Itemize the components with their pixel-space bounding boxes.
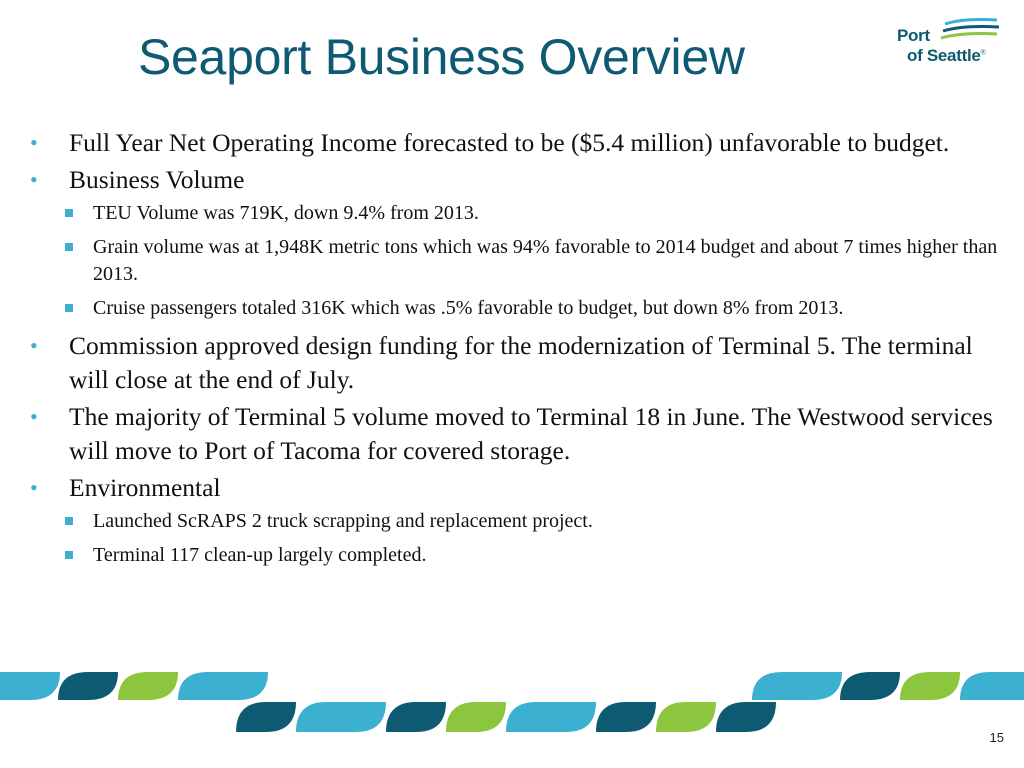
sub-bullet-text: Cruise passengers totaled 316K which was .5% favorable to budget, but down 8% from 2013. (93, 297, 844, 319)
page-number: 15 (989, 730, 1004, 745)
bullet-text: The majority of Terminal 5 volume moved to Terminal 18 in June. The Westwood services will move to Port of Tacoma for covered storage. (69, 402, 993, 465)
bullet-text: Business Volume (69, 165, 245, 194)
bullet-text: Commission approved design funding for the modernization of Terminal 5. The terminal will close at the end of July. (69, 331, 973, 394)
square-bullet-icon (65, 209, 73, 217)
wave-row-bottom (236, 702, 776, 732)
slide-title: Seaport Business Overview (138, 29, 745, 85)
logo-text-port: Port (897, 26, 930, 45)
square-bullet-icon (65, 517, 73, 525)
sub-bullet-item (26, 200, 1001, 227)
bullet-dot-icon: • (30, 404, 38, 429)
sub-bullet-text: TEU Volume was 719K, down 9.4% from 2013. (93, 202, 479, 224)
bullet-dot-icon: • (30, 475, 38, 500)
bullet-item (26, 163, 1001, 197)
square-bullet-icon (65, 304, 73, 312)
sub-bullet-text: Grain volume was at 1,948K metric tons which was 94% favorable to 2014 budget and about 7 times higher than 2013. (93, 236, 998, 285)
sub-bullet-text: Launched ScRAPS 2 truck scrapping and replacement project. (93, 510, 593, 532)
logo-line2: of Seattle (907, 46, 981, 65)
bullet-dot-icon: • (30, 130, 38, 155)
logo-reg-mark: ® (980, 49, 986, 57)
sub-bullet-item (26, 508, 1001, 535)
port-of-seattle-logo (893, 16, 1003, 68)
bullet-list (26, 126, 1001, 576)
logo-text-of-seattle (907, 46, 985, 66)
decorative-wave-band (0, 668, 1024, 734)
bullet-text: Environmental (69, 473, 221, 502)
bullet-item (26, 126, 1001, 160)
bullet-item (26, 329, 1001, 397)
sub-bullet-text: Terminal 117 clean-up largely completed. (93, 544, 427, 566)
bullet-item (26, 400, 1001, 468)
wave-row-top (0, 672, 1024, 700)
square-bullet-icon (65, 243, 73, 251)
sub-bullet-item (26, 234, 1001, 288)
bullet-item (26, 471, 1001, 505)
sub-bullet-item (26, 295, 1001, 322)
bullet-text: Full Year Net Operating Income forecasted to be ($5.4 million) unfavorable to budget. (69, 128, 950, 157)
bullet-dot-icon: • (30, 167, 38, 192)
square-bullet-icon (65, 551, 73, 559)
sub-bullet-item (26, 542, 1001, 569)
bullet-dot-icon: • (30, 333, 38, 358)
